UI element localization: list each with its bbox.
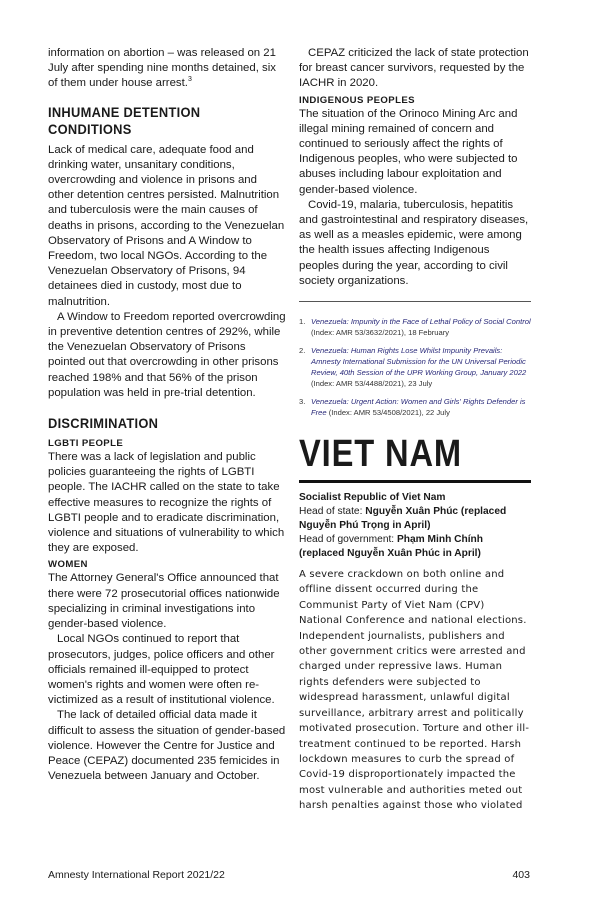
paragraph-intro: information on abortion – was released on 21 July after spending nine months detained, six of them under house arrest.$^3$ (48, 47, 276, 90)
paragraph-indigenous-1: The situation of the Orinoco Mining Arc and illegal mining remained of concern and continued to seriously affect the rights of Indigenous peoples, who were subjected to abuses including labour exploitation and gender-based violence. (299, 107, 518, 196)
footnotes-divider (299, 301, 531, 302)
footnote-2: 2. Venezuela: Human Rights Lose Whilst Impunity Prevails: Amnesty International Submission for the UN Universal Periodic Review, 40th Session of the UPR Working Group, January 2022 (Index: AMR 53/4488/2021), 23 July (299, 346, 527, 389)
footnote-link[interactable]: Venezuela: Human Rights Lose Whilst Impunity Prevails: Amnesty International Submission for the UN Universal Periodic Review, 40th Session of the UPR Working Group, January 2022 (311, 346, 527, 378)
head-of-state-value: Nguyễn Xuân Phúc (replaced Nguyễn Phú Trọng in April) (299, 506, 507, 532)
heading-inhumane-detention: INHUMANE DETENTION CONDITIONS (48, 103, 201, 137)
subheading-indigenous: INDIGENOUS PEOPLES (299, 94, 415, 106)
country-facts (299, 491, 531, 561)
publication-title: Amnesty International Report 2021/22 (48, 869, 225, 881)
country-title-rule (299, 480, 531, 483)
paragraph-women-3: The lack of detailed official data made it difficult to assess the situation of gender-based violence. However the Centre for Justice and Peace (CEPAZ) documented 235 femicides in Venezuela between January and October. (48, 709, 286, 783)
paragraph-detention-2: A Window to Freedom reported overcrowding in preventive detention centres of 292%, while the Venezuelan Observatory of Prisons pointed out that overcrowding in other prisons reached 198% and that 56% of the prison population was held in pre-trial detention. (48, 310, 286, 399)
head-of-government-label: Head of government: (299, 534, 397, 546)
footnote-ref-3[interactable]: 3 (187, 76, 192, 84)
paragraph-detention-1: Lack of medical care, adequate food and drinking water, unsanitary conditions, overcrowding and violence in prisons and other detention centres persisted. Malnutrition and tuberculosis were the main causes of deaths in prisons, according to the Venezuelan Observatory of Prisons and A Window to Freedom, two local NGOs. According to the Venezuelan Observatory of Prisons, 94 detainees died in custody, most due to malnutrition. (48, 143, 285, 308)
subheading-women: WOMEN (48, 559, 88, 571)
paragraph-indigenous-2: Covid-19, malaria, tuberculosis, hepatitis and gastrointestinal and respiratory diseases, as well as a measles epidemic, were among the health issues affecting Indigenous peoples during the year, according to civil society organizations. (299, 198, 529, 287)
right-column (299, 46, 531, 814)
country-title: VIET NAM (299, 433, 463, 476)
head-of-state-label: Head of state: (299, 506, 366, 518)
paragraph-women-2: Local NGOs continued to report that prosecutors, judges, police officers and other officials remained ill-equipped to protect women's rights and women were often re-victimized as a result of institutional violence. (48, 633, 275, 707)
head-of-government-value: Phạm Minh Chính (replaced Nguyễn Xuân Phúc in April) (299, 534, 484, 560)
paragraph-women-1: The Attorney General's Office announced that there were 72 prosecutorial offices nationwide specializing in criminal investigations into gender-based violence. (48, 572, 280, 631)
page-number: 403 (512, 869, 530, 881)
left-column (48, 46, 286, 784)
footnote-link[interactable]: Venezuela: Urgent Action: Women and Girls' Rights Defender is Free (311, 397, 526, 418)
official-name: Socialist Republic of Viet Nam (299, 492, 446, 504)
footnotes (299, 316, 531, 418)
paragraph-lgbti: There was a lack of legislation and public policies guaranteeing the rights of LGBTI people. The IACHR called on the state to take effective measures to recognize the rights of LGBTI people and to eradicate discrimination, violence and situations of vulnerability to which they are exposed. (48, 451, 285, 555)
heading-discrimination: DISCRIMINATION (48, 415, 159, 432)
footnote-3: 3. Venezuela: Urgent Action: Women and Girls' Rights Defender is Free (Index: AMR 53/4508/2021), 22 July (299, 397, 526, 418)
paragraph-cepaz: CEPAZ criticized the lack of state protection for breast cancer survivors, requested by the IACHR in 2020. (299, 47, 529, 90)
footnote-link[interactable]: Venezuela: Impunity in the Face of Lethal Policy of Social Control (311, 317, 531, 327)
country-summary: A severe crackdown on both online and offline dissent occurred during the Communist Party of Viet Nam (CPV) National Conference and national elections. Independent journalists, publishers and other government critics were arrested and charged under repressive laws. Human rights defenders were subjected to widespread harassment, unlawful digital surveillance, arbitrary arrest and politically motivated prosecution. Torture and other ill-treatment continued to be reported. Harsh lockdown measures to curb the spread of Covid-19 disproportionately impacted the most vulnerable and authorities meted out harsh penalties against those who violated (299, 569, 530, 812)
page-footer (48, 869, 530, 881)
subheading-lgbti: LGBTI PEOPLE (48, 438, 124, 450)
footnote-1: 1. Venezuela: Impunity in the Face of Lethal Policy of Social Control (Index: AMR 53/3632/2021), 18 February (299, 317, 531, 338)
